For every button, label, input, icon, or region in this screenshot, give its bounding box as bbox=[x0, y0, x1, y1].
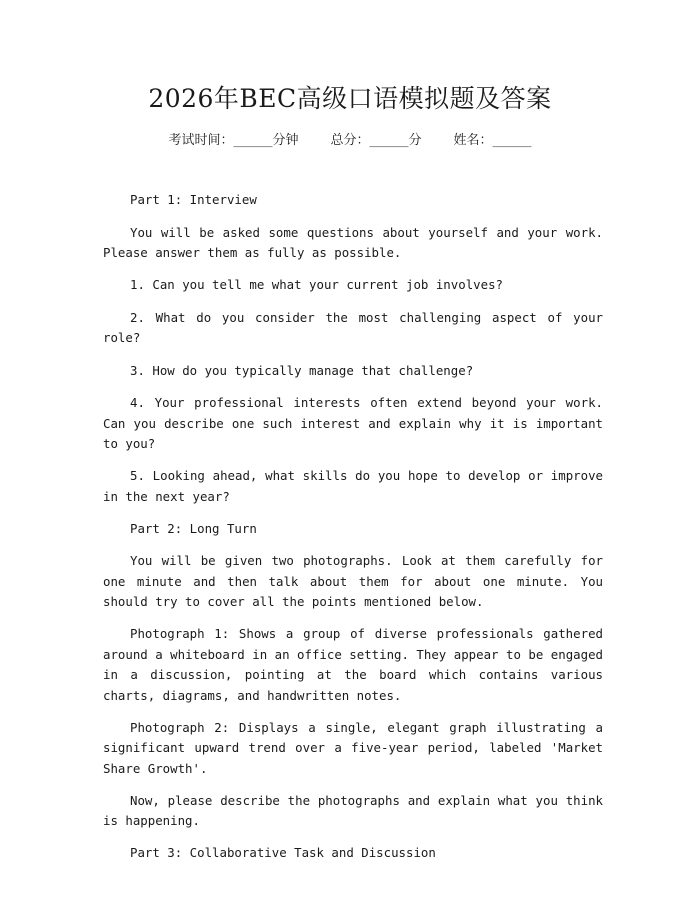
part2-prompt: Now, please describe the photographs and explain what you think is happening. bbox=[103, 792, 603, 828]
question-1: 1. Can you tell me what your current job involves? bbox=[130, 277, 503, 292]
name-field: 姓名：______ bbox=[453, 133, 532, 148]
photograph-2-description: Photograph 2: Displays a single, elegant graph illustrating a significant upward trend over a five-year period, labeled 'Market Share Growth'. bbox=[103, 719, 603, 776]
total-score-field: 总分：______分 bbox=[330, 133, 422, 148]
section-heading-part3: Part 3: Collaborative Task and Discussion bbox=[130, 845, 436, 860]
document-body bbox=[103, 190, 603, 876]
part1-instructions: You will be asked some questions about yourself and your work. Please answer them as fully as possible. bbox=[103, 224, 603, 260]
question-3: 3. How do you typically manage that challenge? bbox=[130, 362, 474, 378]
section-heading-part1: Part 1: Interview bbox=[130, 192, 257, 207]
question-4: 4. Your professional interests often extend beyond your work. Can you describe one such interest and explain why it is important to you? bbox=[103, 395, 603, 451]
question-5: 5. Looking ahead, what skills do you hope to develop or improve in the next year? bbox=[103, 468, 603, 504]
page-title: 2026年BEC高级口语模拟题及答案 bbox=[148, 84, 552, 113]
part2-instructions: You will be given two photographs. Look at them carefully for one minute and then talk about them for about one minute. You should try to cover all the points mentioned below. bbox=[103, 553, 603, 609]
section-heading-part2: Part 2: Long Turn bbox=[130, 520, 257, 536]
photograph-1-description: Photograph 1: Shows a group of diverse professionals gathered around a whiteboard in an office setting. They appear to be engaged in a discussion, pointing at the board which contains various charts, diagrams, and handwritten notes. bbox=[103, 626, 603, 703]
exam-meta-line bbox=[0, 131, 700, 151]
exam-time-field: 考试时间：______分钟 bbox=[168, 133, 299, 148]
question-2: 2. What do you consider the most challenging aspect of your role? bbox=[103, 309, 603, 345]
